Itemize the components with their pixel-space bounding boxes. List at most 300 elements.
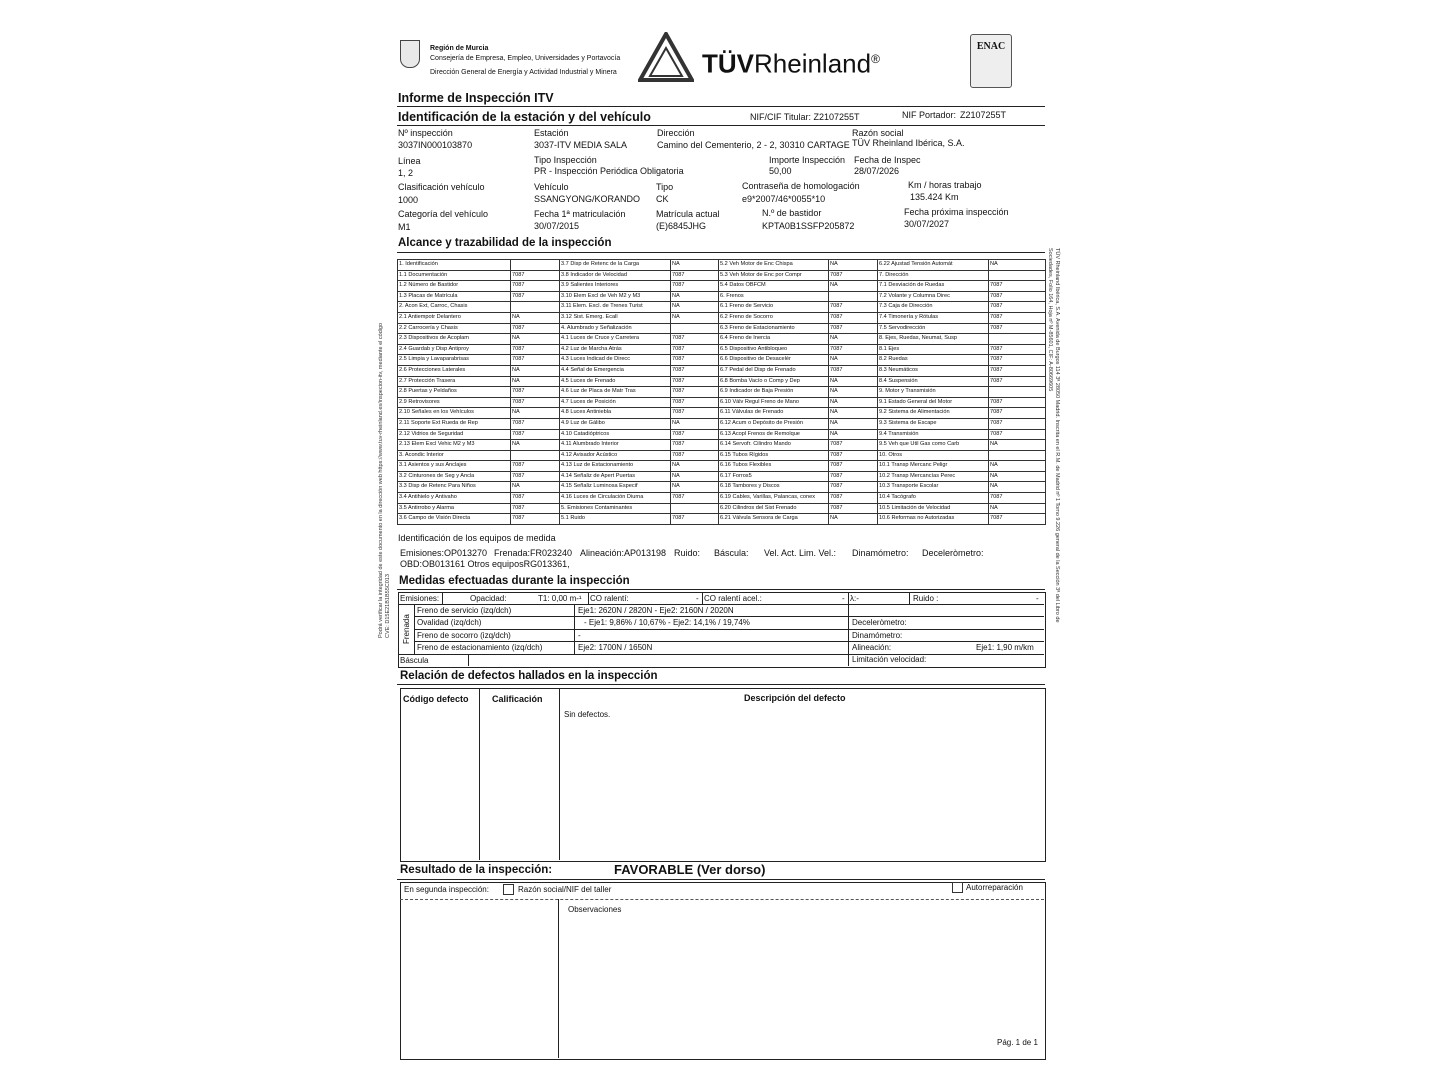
scope-code xyxy=(989,270,1046,281)
scope-code: 7087 xyxy=(989,418,1046,429)
field-value: 30/07/2027 xyxy=(904,219,950,229)
scope-code: 7087 xyxy=(511,344,560,355)
alineacion-value: Eje1: 1,90 m/km xyxy=(976,643,1034,652)
scope-code: 7087 xyxy=(671,376,719,387)
field-label: Clasificación vehículo xyxy=(398,182,485,192)
scope-code: 7087 xyxy=(829,270,878,281)
scope-item: 1.1 Documentación xyxy=(398,270,511,281)
scope-code: 7087 xyxy=(511,471,560,482)
lambda-value: λ:- xyxy=(850,594,859,603)
scope-code xyxy=(511,260,560,271)
scope-item: 3.11 Elem. Excl. de Trenes Turist xyxy=(560,302,671,313)
scope-item: 5.4 Datos OBFCM xyxy=(719,281,829,292)
scope-item: 2.2 Carrocería y Chasis xyxy=(398,323,511,334)
scope-item: 6.16 Tubos Flexibles xyxy=(719,461,829,472)
brake-value: Eje1: 2620N / 2820N - Eje2: 2160N / 2020N xyxy=(578,606,734,615)
scope-item: 4.6 Luz de Placa de Matr Tras xyxy=(560,387,671,398)
field-value: M1 xyxy=(398,222,411,232)
identification-heading: Identificación de la estación y del vehículo xyxy=(398,110,651,124)
scope-item: 6.9 Indicador de Baja Presión xyxy=(719,387,829,398)
scope-code: 7087 xyxy=(989,344,1046,355)
scope-code: 7087 xyxy=(989,302,1046,313)
scope-code: NA xyxy=(829,397,878,408)
scope-item: 4.15 Señaliz Luminosa Especif xyxy=(560,482,671,493)
scope-code: NA xyxy=(829,408,878,419)
field-value: 135.424 Km xyxy=(910,192,959,202)
scope-code: NA xyxy=(671,312,719,323)
field-label: Categoría del vehículo xyxy=(398,209,489,219)
scope-code: NA xyxy=(829,418,878,429)
field-label: Km / horas trabajo xyxy=(908,180,982,190)
scope-item: 2.10 Señales en los Vehículos xyxy=(398,408,511,419)
field-value: 30/07/2015 xyxy=(534,221,580,231)
ruido-value: - xyxy=(1036,594,1039,603)
field-value: TÜV Rheinland Ibérica, S.A. xyxy=(852,138,965,148)
scope-code: 7087 xyxy=(989,397,1046,408)
field-label: Razón social xyxy=(852,128,904,138)
region-department: Consejería de Empresa, Empleo, Universidades y Portavocía xyxy=(430,55,621,62)
scope-item: 4.13 Luz de Estacionamiento xyxy=(560,461,671,472)
company-registry-side-text: TÜV Rheinland Ibérica, S.A. Avenida de Burgos 114 3ª 28050 Madrid. Inscrita en el R.M. de Madrid nº 1 Tomo 9.226 general de la Sección 3ª del Libro de Sociedades, Folio 164, Hoja nº M-85601, CIF: A-80669605 xyxy=(1047,248,1060,623)
scope-code: 7087 xyxy=(511,355,560,366)
equipment-decelerometro: Deceleròmetro: xyxy=(922,548,984,558)
scope-row xyxy=(398,387,1046,398)
scope-item: 4.4 Señal de Emergencia xyxy=(560,365,671,376)
scope-table xyxy=(397,259,1046,525)
scope-item: 3.5 Antirrobo y Alarma xyxy=(398,503,511,514)
scope-code: NA xyxy=(671,471,719,482)
t1-value: T1: 0,00 m-¹ xyxy=(538,594,582,603)
scope-code: NA xyxy=(829,355,878,366)
nif-portador-value: Z2107255T xyxy=(960,110,1007,120)
scope-item: 6.20 Cilindros del Sist Frenado xyxy=(719,503,829,514)
tuv-triangle-logo xyxy=(638,32,694,82)
scope-item: 1. Identificación xyxy=(398,260,511,271)
field-label: Línea xyxy=(398,156,421,166)
co-ralenti-label: CO ralentí: xyxy=(590,594,629,603)
alineacion-label: Alineación: xyxy=(852,643,892,652)
scope-item: 6.2 Freno de Socorro xyxy=(719,312,829,323)
scope-item: 10.5 Limitación de Velocidad xyxy=(878,503,989,514)
field-value: 1000 xyxy=(398,195,419,205)
scope-item: 8.2 Ruedas xyxy=(878,355,989,366)
scope-code xyxy=(989,387,1046,398)
limitacion-velocidad-label: Limitación velocidad: xyxy=(852,655,927,664)
scope-row xyxy=(398,440,1046,451)
defect-description-header: Descripción del defecto xyxy=(744,693,846,703)
equipment-alineacion: Alineación:AP013198 xyxy=(580,548,667,558)
scope-item: 9.1 Estado General del Motor xyxy=(878,397,989,408)
scope-item: 4.14 Señaliz de Apert Puertas xyxy=(560,471,671,482)
scope-code: 7087 xyxy=(511,418,560,429)
scope-code: NA xyxy=(671,302,719,313)
scope-row xyxy=(398,291,1046,302)
scope-code: 7087 xyxy=(511,493,560,504)
scope-code: NA xyxy=(511,365,560,376)
field-label: Fecha 1ª matriculación xyxy=(534,209,626,219)
field-label: Vehículo xyxy=(534,182,569,192)
scope-item: 3.7 Disp de Retenc de la Carga xyxy=(560,260,671,271)
scope-code: 7087 xyxy=(671,493,719,504)
equipment-vel-lim: Vel. Act. Lim. Vel.: xyxy=(764,548,837,558)
scope-row xyxy=(398,302,1046,313)
scope-item: 7.1 Desviación de Ruedas xyxy=(878,281,989,292)
scope-row xyxy=(398,270,1046,281)
scope-code xyxy=(511,450,560,461)
scope-item: 4.10 Catadióptricos xyxy=(560,429,671,440)
scope-code: 7087 xyxy=(989,514,1046,525)
region-header xyxy=(430,44,670,78)
scope-code: 7087 xyxy=(671,408,719,419)
scope-row xyxy=(398,281,1046,292)
region-name: Región de Murcia xyxy=(430,45,489,52)
scope-code: NA xyxy=(511,408,560,419)
scope-code xyxy=(671,503,719,514)
scope-item: 3.2 Cinturones de Seg y Ancla xyxy=(398,471,511,482)
emisiones-label: Emisiones: xyxy=(400,594,440,603)
self-repair-checkbox[interactable] xyxy=(952,882,963,893)
brake-value: - Eje1: 9,86% / 10,67% - Eje2: 14,1% / 19,74% xyxy=(584,618,750,627)
defect-entry: Sin defectos. xyxy=(564,710,611,719)
defect-code-header: Código defecto xyxy=(403,694,469,704)
scope-code xyxy=(989,334,1046,345)
scope-row xyxy=(398,471,1046,482)
field-value: 3037IN000103870 xyxy=(398,140,473,150)
scope-item: 2.3 Dispositivos de Acoplam xyxy=(398,334,511,345)
brake-value: Eje2: 1700N / 1650N xyxy=(578,643,653,652)
scope-item: 3.3 Disp de Retenc Para Niños xyxy=(398,482,511,493)
field-value: 1, 2 xyxy=(398,168,414,178)
scope-item: 6.5 Dispositivo Antibloqueo xyxy=(719,344,829,355)
defects-heading: Relación de defectos hallados en la inspección xyxy=(400,670,658,682)
field-label: Estación xyxy=(534,128,569,138)
scope-row xyxy=(398,260,1046,271)
scope-code: NA xyxy=(511,376,560,387)
scope-item: 10.2 Transp Mercancías Perec xyxy=(878,471,989,482)
scope-code: NA xyxy=(511,312,560,323)
equipment-line2: OBD:OB013161 Otros equiposRG013361, xyxy=(400,559,570,569)
scope-item: 9.4 Transmisión xyxy=(878,429,989,440)
scope-code: 7087 xyxy=(989,429,1046,440)
scope-item: 2.7 Protección Trasera xyxy=(398,376,511,387)
scope-code: 7087 xyxy=(829,344,878,355)
scope-item: 4. Alumbrado y Señalización xyxy=(560,323,671,334)
field-label: N.º de bastidor xyxy=(762,208,822,218)
enac-logo: ENAC xyxy=(970,34,1012,88)
scope-code: NA xyxy=(671,260,719,271)
scope-code: NA xyxy=(671,482,719,493)
ruido-label: Ruido : xyxy=(913,594,939,603)
equipment-title: Identificación de los equipos de medida xyxy=(398,533,556,543)
scope-code: 7087 xyxy=(829,302,878,313)
scope-item: 6. Frenos xyxy=(719,291,829,302)
scope-item: 6.17 Forros5 xyxy=(719,471,829,482)
scope-item: 4.2 Luz de Marcha Atrás xyxy=(560,344,671,355)
scope-code: 7087 xyxy=(829,482,878,493)
scope-item: 4.16 Luces de Circulación Diurna xyxy=(560,493,671,504)
scope-code xyxy=(511,302,560,313)
scope-code: 7087 xyxy=(829,323,878,334)
co-acel-value: - xyxy=(842,594,845,603)
scope-row xyxy=(398,493,1046,504)
scope-item: 8.3 Neumáticos xyxy=(878,365,989,376)
scope-code: 7087 xyxy=(511,291,560,302)
scope-code: 7087 xyxy=(671,344,719,355)
scope-item: 1.3 Placas de Matrícula xyxy=(398,291,511,302)
field-label: Tipo Inspección xyxy=(534,155,597,165)
scope-code: 7087 xyxy=(829,450,878,461)
scope-item: 6.7 Pedal del Disp de Frenado xyxy=(719,365,829,376)
scope-item: 8. Ejes, Ruedas, Neumat, Susp xyxy=(878,334,989,345)
scope-code: NA xyxy=(671,291,719,302)
scope-item: 9.5 Veh que Util Gas como Carb xyxy=(878,440,989,451)
field-label: Fecha próxima inspección xyxy=(904,207,1009,217)
field-value: SSANGYONG/KORANDO xyxy=(534,194,641,204)
scope-code xyxy=(989,450,1046,461)
scope-item: 3.8 Indicador de Velocidad xyxy=(560,270,671,281)
scope-item: 2.5 Limpia y Lavaparabrisas xyxy=(398,355,511,366)
scope-item: 3.6 Campo de Visión Directa xyxy=(398,514,511,525)
scope-code: NA xyxy=(989,503,1046,514)
scope-code: NA xyxy=(989,260,1046,271)
scope-item: 2.13 Elem Excl Vehic M2 y M3 xyxy=(398,440,511,451)
defects-box xyxy=(400,688,1046,862)
scope-code: NA xyxy=(829,429,878,440)
scope-item: 4.1 Luces de Cruce y Carretera xyxy=(560,334,671,345)
scope-item: 4.5 Luces de Frenado xyxy=(560,376,671,387)
scope-item: 2.1 Antiempotr Delantero xyxy=(398,312,511,323)
scope-code: 7087 xyxy=(671,450,719,461)
scope-item: 2.9 Retrovisores xyxy=(398,397,511,408)
scope-item: 8.1 Ejes xyxy=(878,344,989,355)
brake-label: Freno de socorro (izq/dch) xyxy=(417,631,511,640)
scope-code: 7087 xyxy=(511,429,560,440)
field-value: PR - Inspección Periódica Obligatoria xyxy=(534,166,684,176)
scope-item: 4.11 Alumbrado Interior xyxy=(560,440,671,451)
measurements-heading: Medidas efectuadas durante la inspección xyxy=(399,575,630,587)
page-number: Pág. 1 de 1 xyxy=(997,1038,1038,1047)
scope-code: NA xyxy=(511,482,560,493)
scope-code: 7087 xyxy=(989,493,1046,504)
field-label: Matrícula actual xyxy=(656,209,720,219)
nif-portador-label: NIF Portador: xyxy=(902,110,957,120)
scope-item: 3.9 Salientes Interiores xyxy=(560,281,671,292)
scope-code: 7087 xyxy=(829,461,878,472)
scope-code: NA xyxy=(829,376,878,387)
scope-item: 2.6 Protecciones Laterales xyxy=(398,365,511,376)
scope-item: 4.7 Luces de Posición xyxy=(560,397,671,408)
scope-item: 3.4 Antihielo y Antivaho xyxy=(398,493,511,504)
scope-code: 7087 xyxy=(671,440,719,451)
scope-code: 7087 xyxy=(511,397,560,408)
defect-rating-header: Calificación xyxy=(492,694,543,704)
result-value: FAVORABLE (Ver dorso) xyxy=(614,862,766,877)
field-label: Importe Inspección xyxy=(769,155,846,165)
scope-code: 7087 xyxy=(989,365,1046,376)
scope-row xyxy=(398,514,1046,525)
scope-item: 7.4 Timonería y Rótulas xyxy=(878,312,989,323)
field-value: CK xyxy=(656,194,669,204)
decelerometro-label: Deceleròmetro: xyxy=(852,618,907,627)
scope-item: 6.15 Tubos Rígidos xyxy=(719,450,829,461)
scope-item: 3.1 Asientos y sus Anclajes xyxy=(398,461,511,472)
scope-code: 7087 xyxy=(511,514,560,525)
scope-item: 6.22 Ajustad Tensión Automát xyxy=(878,260,989,271)
scope-item: 4.3 Luces Indicad de Direcc xyxy=(560,355,671,366)
scope-code: 7087 xyxy=(671,365,719,376)
inspection-report-page xyxy=(372,24,1072,1074)
scope-code: NA xyxy=(829,281,878,292)
bascula-label: Báscula xyxy=(400,656,429,665)
scope-code: 7087 xyxy=(829,493,878,504)
scope-item: 6.8 Bomba Vacío o Comp y Dep xyxy=(719,376,829,387)
scope-code: NA xyxy=(829,334,878,345)
scope-item: 5.1 Ruido xyxy=(560,514,671,525)
scope-item: 7.2 Volante y Columna Direc xyxy=(878,291,989,302)
scope-code xyxy=(829,291,878,302)
scope-code xyxy=(671,323,719,334)
field-label: Fecha de Inspec xyxy=(854,155,921,165)
co-acel-label: CO ralentí acel.: xyxy=(704,594,762,603)
scope-code: NA xyxy=(829,387,878,398)
scope-code: 7087 xyxy=(989,291,1046,302)
scope-code: 7087 xyxy=(989,355,1046,366)
scope-item: 10.1 Transp Mercanc Peligr xyxy=(878,461,989,472)
scope-code: 7087 xyxy=(671,397,719,408)
dinamometro-label: Dinamómetro: xyxy=(852,631,903,640)
scope-item: 1.2 Número de Bastidor xyxy=(398,281,511,292)
field-label: Contraseña de homologación xyxy=(742,181,860,191)
scope-item: 10. Otros xyxy=(878,450,989,461)
field-label: Nº inspección xyxy=(398,128,453,138)
scope-item: 4.9 Luz de Gálibo xyxy=(560,418,671,429)
scope-code: 7087 xyxy=(671,387,719,398)
scope-code: NA xyxy=(671,461,719,472)
scope-code: NA xyxy=(989,471,1046,482)
scope-row xyxy=(398,355,1046,366)
scope-item: 4.12 Avisador Acústico xyxy=(560,450,671,461)
scope-code: NA xyxy=(989,482,1046,493)
scope-code: NA xyxy=(989,461,1046,472)
scope-item: 5.2 Veh Motor de Enc Chispa xyxy=(719,260,829,271)
scope-item: 6.14 Servofr. Cilindro Mando xyxy=(719,440,829,451)
scope-item: 2.11 Soporte Ext Rueda de Rep xyxy=(398,418,511,429)
scope-code: 7087 xyxy=(989,376,1046,387)
scope-row xyxy=(398,482,1046,493)
brake-label: Freno de servicio (izq/dch) xyxy=(417,606,512,615)
scope-item: 10.3 Transporte Escolar xyxy=(878,482,989,493)
scope-row xyxy=(398,408,1046,419)
scope-item: 2.12 Vidrios de Seguridad xyxy=(398,429,511,440)
scope-item: 9. Motor y Transmisión xyxy=(878,387,989,398)
scope-code: 7087 xyxy=(511,503,560,514)
field-value: 3037-ITV MEDIA SALA xyxy=(534,140,628,150)
scope-item: 8.4 Suspensión xyxy=(878,376,989,387)
field-value: KPTA0B1SSFP205872 xyxy=(762,221,855,231)
scope-code: 7087 xyxy=(511,281,560,292)
equipment-frenada: Frenada:FR023240 xyxy=(494,548,573,558)
report-title: Informe de Inspección ITV xyxy=(398,91,554,105)
workshop-checkbox[interactable] xyxy=(503,884,514,895)
field-value: 28/07/2026 xyxy=(854,166,900,176)
scope-code: 7087 xyxy=(671,355,719,366)
observations-label: Observaciones xyxy=(568,905,622,914)
co-ralenti-value: - xyxy=(696,594,699,603)
scope-row xyxy=(398,344,1046,355)
scope-code: 7087 xyxy=(671,429,719,440)
scope-code: 7087 xyxy=(829,440,878,451)
scope-code: 7087 xyxy=(511,270,560,281)
scope-item: 10.4 Tacógrafo xyxy=(878,493,989,504)
scope-code: 7087 xyxy=(671,270,719,281)
scope-code: NA xyxy=(989,440,1046,451)
result-label: Resultado de la inspección: xyxy=(400,864,553,876)
scope-item: 7. Dirección xyxy=(878,270,989,281)
second-inspection-label: En segunda inspección: xyxy=(404,885,489,894)
field-value: (E)6845JHG xyxy=(656,221,707,231)
scope-item: 3.10 Elem Excl de Veh M2 y M3 xyxy=(560,291,671,302)
scope-item: 6.1 Freno de Servicio xyxy=(719,302,829,313)
scope-item: 2.4 Guardab y Disp Antiproy xyxy=(398,344,511,355)
scope-code: 7087 xyxy=(829,503,878,514)
scope-row xyxy=(398,450,1046,461)
field-value: 50,00 xyxy=(769,166,792,176)
scope-item: 6.4 Freno de Inercia xyxy=(719,334,829,345)
scope-code: NA xyxy=(671,418,719,429)
scope-code: NA xyxy=(829,260,878,271)
scope-code: 7087 xyxy=(829,471,878,482)
scope-row xyxy=(398,429,1046,440)
scope-item: 6.19 Cables, Varillas, Palancas, conex xyxy=(719,493,829,504)
opacidad-label: Opacidad: xyxy=(470,594,507,603)
scope-code: 7087 xyxy=(511,387,560,398)
brake-label: Ovalidad (izq/dch) xyxy=(417,618,482,627)
workshop-label: Razón social/NIF del taller xyxy=(518,885,612,894)
scope-code: 7087 xyxy=(829,312,878,323)
scope-item: 6.6 Dispositivo de Desacelér xyxy=(719,355,829,366)
scope-code: 7087 xyxy=(989,281,1046,292)
verification-side-text: Podrá verificar la integridad de este documento en la dirección web https://www.tuv-rheinland.es/inspecion-itv, mediante el código CVE: D15E21B1B55C013 xyxy=(378,322,391,638)
scope-row xyxy=(398,334,1046,345)
scope-row xyxy=(398,312,1046,323)
scope-row xyxy=(398,397,1046,408)
second-inspection-box xyxy=(400,882,1046,1060)
scope-item: 6.10 Válv Regul Freno de Mano xyxy=(719,397,829,408)
field-value: Camino del Cementerio, 2 - 2, 30310 CARTAGE xyxy=(657,140,850,150)
scope-item: 3.12 Sist. Emerg. Ecall xyxy=(560,312,671,323)
scope-item: 6.13 Acopl Frenos de Remolque xyxy=(719,429,829,440)
self-repair-label: Autorreparación xyxy=(966,883,1023,892)
scope-item: 4.8 Luces Antiniebla xyxy=(560,408,671,419)
scope-item: 9.2 Sistema de Alimentación xyxy=(878,408,989,419)
scope-code: 7087 xyxy=(511,323,560,334)
equipment-dinamometro: Dinamómetro: xyxy=(852,548,909,558)
scope-item: 6.11 Válvulas de Frenado xyxy=(719,408,829,419)
scope-code: 7087 xyxy=(829,365,878,376)
scope-item: 6.12 Acum o Depósito de Presión xyxy=(719,418,829,429)
scope-item: 9.3 Sistema de Escape xyxy=(878,418,989,429)
field-label: Tipo xyxy=(656,182,674,192)
scope-code: 7087 xyxy=(671,281,719,292)
scope-item: 7.5 Servodirección xyxy=(878,323,989,334)
scope-code: 7087 xyxy=(989,312,1046,323)
scope-row xyxy=(398,461,1046,472)
scope-item: 6.18 Tambores y Discos xyxy=(719,482,829,493)
scope-row xyxy=(398,376,1046,387)
brake-value: - xyxy=(578,631,581,640)
scope-code: NA xyxy=(511,440,560,451)
region-directorate: Dirección General de Energía y Actividad Industrial y Minera xyxy=(430,69,617,76)
